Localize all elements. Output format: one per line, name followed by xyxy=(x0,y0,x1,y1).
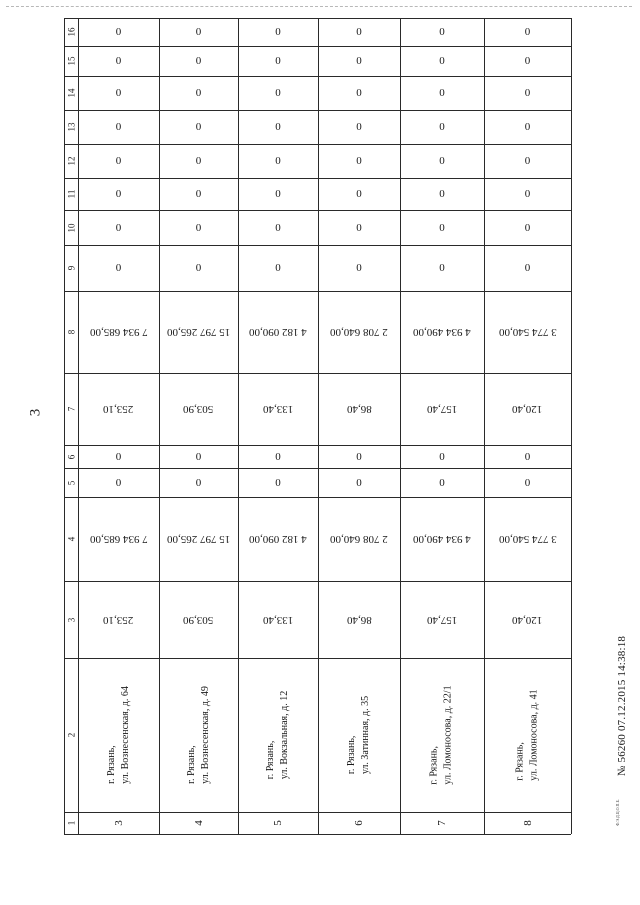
row-5-col6 xyxy=(400,445,484,468)
row-3-col3-text: 133,40 xyxy=(262,613,294,626)
row-5-address-text xyxy=(428,685,456,784)
row-4-col14-text: 0 xyxy=(356,87,362,99)
address-street: ул. Затинная, д. 35 xyxy=(359,695,371,775)
row-2-col12 xyxy=(159,144,238,178)
row-3-col15 xyxy=(238,46,318,76)
row-6-col16 xyxy=(484,18,571,46)
row-4-col6 xyxy=(318,445,400,468)
row-5-col4-text: 4 934 490,00 xyxy=(413,533,471,545)
row-6-col8-text: 3 774 540,00 xyxy=(498,326,557,338)
row-3-col15-text: 0 xyxy=(275,55,281,67)
column-number-10-text: 10 xyxy=(66,223,76,232)
row-6-col16-text: 0 xyxy=(524,26,531,38)
row-2-col9 xyxy=(159,245,238,291)
row-4-col15 xyxy=(318,46,400,76)
row-1-col6-text: 0 xyxy=(115,450,122,463)
row-2-col13 xyxy=(159,110,238,144)
row-3-col5 xyxy=(238,468,318,497)
row-5-col4 xyxy=(400,497,484,581)
registration-stamp-text: № 56260 07.12.2015 14:38:18 xyxy=(616,635,629,777)
row-6-col3-text: 120,40 xyxy=(512,613,543,626)
page-number-text: 3 xyxy=(27,408,44,416)
column-number-3 xyxy=(64,581,78,658)
row-1-col8-text: 7 934 685,00 xyxy=(89,326,148,338)
row-4-col14 xyxy=(318,76,400,110)
row-5-col16 xyxy=(400,18,484,46)
row-1-col8 xyxy=(78,291,159,373)
row-2-col14-text: 0 xyxy=(195,87,202,99)
row-3-number-text: 5 xyxy=(272,820,284,826)
row-5-col3 xyxy=(400,581,484,658)
row-2-col3-text: 503,90 xyxy=(183,613,214,626)
row-3-col8-text: 4 182 090,00 xyxy=(249,326,307,338)
row-4-address-text xyxy=(345,696,373,774)
row-4-col5-text: 0 xyxy=(356,476,362,489)
row-2-col15 xyxy=(159,46,238,76)
column-number-16-text: 16 xyxy=(66,27,76,37)
row-2-number-text: 4 xyxy=(192,820,205,826)
row-5-col9 xyxy=(400,245,484,291)
row-2-col8 xyxy=(159,291,238,373)
address-city: г. Рязань, xyxy=(265,740,277,780)
row-5-col14-text: 0 xyxy=(439,87,445,99)
row-1-col14-text: 0 xyxy=(115,87,122,99)
column-number-5 xyxy=(64,468,78,497)
row-3-col12-text: 0 xyxy=(275,155,281,167)
column-number-13-text: 13 xyxy=(66,122,76,132)
column-number-11-text: 11 xyxy=(65,189,76,199)
column-number-15-text: 15 xyxy=(66,56,76,66)
row-6-col7-text: 120,40 xyxy=(512,403,543,415)
registration-stamp xyxy=(612,576,632,836)
row-5-col14 xyxy=(400,76,484,110)
document-label-text: Ф.Э.Д.Ц.О.П.Б. xyxy=(614,798,620,826)
address-street: ул. Вознесенская, д. 49 xyxy=(199,686,211,784)
row-2-col6 xyxy=(159,445,238,468)
column-number-13 xyxy=(64,110,78,144)
row-3-col7-text: 133,40 xyxy=(262,403,294,415)
row-3-address-text xyxy=(264,691,292,779)
column-number-2 xyxy=(64,658,78,812)
row-4-col7-text: 86,40 xyxy=(346,403,372,415)
row-4-col8-text: 2 708 640,00 xyxy=(330,326,388,338)
row-5-col10 xyxy=(400,210,484,245)
address-street: ул. Вокзальная, д. 12 xyxy=(279,690,291,780)
address-city: г. Рязань, xyxy=(105,745,117,784)
row-4-col16-text: 0 xyxy=(356,26,362,38)
row-3-col9 xyxy=(238,245,318,291)
row-3-col7 xyxy=(238,373,318,445)
column-number-7 xyxy=(64,373,78,445)
row-3-col6 xyxy=(238,445,318,468)
row-2-col16-text: 0 xyxy=(195,26,202,38)
row-6-col5 xyxy=(484,468,571,497)
row-5-col11 xyxy=(400,178,484,210)
row-3-col10 xyxy=(238,210,318,245)
column-number-6-text: 6 xyxy=(66,454,76,459)
row-2-col15-text: 0 xyxy=(195,55,202,67)
row-6-col12 xyxy=(484,144,571,178)
column-number-16 xyxy=(64,18,78,46)
row-1-col9-text: 0 xyxy=(115,262,122,274)
row-6-col13 xyxy=(484,110,571,144)
column-number-7-text: 7 xyxy=(66,406,76,412)
row-5-col15-text: 0 xyxy=(439,55,445,67)
row-4-col6-text: 0 xyxy=(356,450,362,463)
row-1-col5-text: 0 xyxy=(115,476,122,489)
row-1-col11-text: 0 xyxy=(115,188,122,200)
row-1-col16 xyxy=(78,18,159,46)
column-number-6 xyxy=(64,445,78,468)
row-4-col4-text: 2 708 640,00 xyxy=(330,533,388,545)
row-5-col11-text: 0 xyxy=(439,188,445,200)
row-4-col11-text: 0 xyxy=(356,188,362,200)
row-3-col4-text: 4 182 090,00 xyxy=(249,533,307,545)
column-number-2-text: 2 xyxy=(66,732,76,738)
row-1-col14 xyxy=(78,76,159,110)
row-2-col8-text: 15 797 265,00 xyxy=(166,326,231,338)
address-city: г. Рязань, xyxy=(345,735,357,775)
row-2-number xyxy=(159,812,238,834)
row-3-col10-text: 0 xyxy=(275,221,281,234)
row-3-col5-text: 0 xyxy=(275,476,281,489)
row-5-col16-text: 0 xyxy=(439,26,445,38)
row-1-col3 xyxy=(78,581,159,658)
row-3-number xyxy=(238,812,318,834)
row-6-col11 xyxy=(484,178,571,210)
row-2-col13-text: 0 xyxy=(195,121,202,133)
row-4-col4 xyxy=(318,497,400,581)
row-2-address xyxy=(159,658,238,812)
row-4-col3 xyxy=(318,581,400,658)
row-5-col3-text: 157,40 xyxy=(426,613,458,626)
row-1-address-text xyxy=(105,686,133,784)
row-2-col5-text: 0 xyxy=(195,476,202,489)
row-6-col9 xyxy=(484,245,571,291)
row-4-col10 xyxy=(318,210,400,245)
row-6-col15 xyxy=(484,46,571,76)
grid-vline xyxy=(571,18,572,834)
column-number-9-text: 9 xyxy=(66,265,76,271)
row-3-col11-text: 0 xyxy=(275,188,281,200)
column-number-8 xyxy=(64,291,78,373)
row-3-col9-text: 0 xyxy=(275,262,281,274)
row-6-col14 xyxy=(484,76,571,110)
row-2-col9-text: 0 xyxy=(195,262,202,274)
address-city: г. Рязань, xyxy=(185,745,197,784)
row-2-col6-text: 0 xyxy=(195,450,202,463)
row-1-col11 xyxy=(78,178,159,210)
row-1-col3-text: 253,10 xyxy=(103,613,134,626)
row-1-col16-text: 0 xyxy=(115,26,122,38)
row-2-col4-text: 15 797 265,00 xyxy=(166,533,231,545)
row-4-col15-text: 0 xyxy=(356,55,362,67)
row-5-address xyxy=(400,658,484,812)
row-2-col7-text: 503,90 xyxy=(183,403,214,415)
address-city: г. Рязань, xyxy=(514,742,526,781)
row-1-col7-text: 253,10 xyxy=(103,403,134,415)
row-5-col8 xyxy=(400,291,484,373)
row-3-col4 xyxy=(238,497,318,581)
row-6-col4 xyxy=(484,497,571,581)
row-2-col11 xyxy=(159,178,238,210)
row-4-col7 xyxy=(318,373,400,445)
row-3-col12 xyxy=(238,144,318,178)
row-4-number-text: 6 xyxy=(353,820,365,826)
address-street: ул. Ломоносова, д. 41 xyxy=(528,689,540,781)
row-3-col16 xyxy=(238,18,318,46)
row-6-col6 xyxy=(484,445,571,468)
row-1-col12-text: 0 xyxy=(115,155,122,167)
column-number-1 xyxy=(64,812,78,834)
row-2-col10 xyxy=(159,210,238,245)
row-6-col3 xyxy=(484,581,571,658)
row-5-col5 xyxy=(400,468,484,497)
row-3-col8 xyxy=(238,291,318,373)
row-6-col10 xyxy=(484,210,571,245)
column-number-15 xyxy=(64,46,78,76)
row-5-col5-text: 0 xyxy=(439,476,445,489)
column-number-14-text: 14 xyxy=(66,88,76,98)
column-number-8-text: 8 xyxy=(66,329,76,335)
row-1-address xyxy=(78,658,159,812)
row-5-col7-text: 157,40 xyxy=(426,403,458,415)
row-5-number xyxy=(400,812,484,834)
column-number-3-text: 3 xyxy=(66,617,76,622)
row-2-address-text xyxy=(185,686,213,784)
row-5-col10-text: 0 xyxy=(439,221,445,234)
row-6-col10-text: 0 xyxy=(524,221,531,234)
row-1-col10 xyxy=(78,210,159,245)
row-5-col12-text: 0 xyxy=(439,155,445,167)
row-1-number xyxy=(78,812,159,834)
row-6-col8 xyxy=(484,291,571,373)
column-number-4 xyxy=(64,497,78,581)
row-2-col3 xyxy=(159,581,238,658)
row-5-col7 xyxy=(400,373,484,445)
row-4-col11 xyxy=(318,178,400,210)
row-1-col4-text: 7 934 685,00 xyxy=(89,533,148,545)
row-6-col6-text: 0 xyxy=(524,450,531,463)
row-4-col9 xyxy=(318,245,400,291)
row-6-address-text xyxy=(514,689,542,780)
row-1-col10-text: 0 xyxy=(115,221,122,234)
row-4-col16 xyxy=(318,18,400,46)
row-6-col14-text: 0 xyxy=(524,87,531,99)
row-3-col11 xyxy=(238,178,318,210)
row-5-col15 xyxy=(400,46,484,76)
column-number-1-text: 1 xyxy=(66,820,76,826)
row-6-col7 xyxy=(484,373,571,445)
column-number-4-text: 4 xyxy=(66,536,76,542)
row-5-col6-text: 0 xyxy=(439,450,445,463)
row-3-col16-text: 0 xyxy=(275,26,281,38)
row-4-col12 xyxy=(318,144,400,178)
row-1-col13-text: 0 xyxy=(115,121,122,133)
row-3-col3 xyxy=(238,581,318,658)
row-6-number xyxy=(484,812,571,834)
row-5-col13-text: 0 xyxy=(439,121,445,133)
row-4-col13-text: 0 xyxy=(356,121,362,133)
column-number-9 xyxy=(64,245,78,291)
row-1-number-text: 3 xyxy=(112,820,125,826)
row-4-col12-text: 0 xyxy=(356,155,362,167)
row-1-col5 xyxy=(78,468,159,497)
row-2-col12-text: 0 xyxy=(195,155,202,167)
row-2-col16 xyxy=(159,18,238,46)
row-1-col9 xyxy=(78,245,159,291)
row-3-col14-text: 0 xyxy=(275,87,281,99)
row-2-col10-text: 0 xyxy=(195,221,202,234)
address-city: г. Рязань, xyxy=(429,746,440,785)
row-1-col15-text: 0 xyxy=(115,55,122,67)
column-number-5-text: 5 xyxy=(66,480,76,485)
column-number-12-text: 12 xyxy=(66,156,76,166)
row-5-col13 xyxy=(400,110,484,144)
row-4-number xyxy=(318,812,400,834)
row-3-col13 xyxy=(238,110,318,144)
row-2-col14 xyxy=(159,76,238,110)
row-6-col11-text: 0 xyxy=(524,188,531,200)
grid-hline xyxy=(64,834,571,835)
row-3-col13-text: 0 xyxy=(275,121,281,133)
row-6-address xyxy=(484,658,571,812)
row-4-address xyxy=(318,658,400,812)
row-6-col15-text: 0 xyxy=(524,55,531,67)
row-2-col5 xyxy=(159,468,238,497)
row-2-col11-text: 0 xyxy=(195,188,202,200)
row-4-col5 xyxy=(318,468,400,497)
address-street: ул. Ломоносова, д. 22/1 xyxy=(443,685,454,785)
row-5-col9-text: 0 xyxy=(439,262,445,274)
row-5-col12 xyxy=(400,144,484,178)
row-4-col10-text: 0 xyxy=(356,221,362,234)
column-number-10 xyxy=(64,210,78,245)
row-1-col4 xyxy=(78,497,159,581)
row-3-col14 xyxy=(238,76,318,110)
row-2-col4 xyxy=(159,497,238,581)
row-6-col5-text: 0 xyxy=(524,476,531,489)
row-4-col3-text: 86,40 xyxy=(346,613,372,626)
row-4-col13 xyxy=(318,110,400,144)
row-3-col6-text: 0 xyxy=(275,450,281,463)
row-3-address xyxy=(238,658,318,812)
row-1-col13 xyxy=(78,110,159,144)
row-1-col15 xyxy=(78,46,159,76)
row-6-col12-text: 0 xyxy=(524,155,531,167)
row-1-col12 xyxy=(78,144,159,178)
column-number-11 xyxy=(64,178,78,210)
row-4-col9-text: 0 xyxy=(356,262,362,274)
row-6-number-text: 8 xyxy=(521,820,534,826)
row-1-col7 xyxy=(78,373,159,445)
column-number-14 xyxy=(64,76,78,110)
row-1-col6 xyxy=(78,445,159,468)
row-4-col8 xyxy=(318,291,400,373)
row-2-col7 xyxy=(159,373,238,445)
row-6-col9-text: 0 xyxy=(524,262,531,274)
row-5-number-text: 7 xyxy=(436,820,448,826)
column-number-12 xyxy=(64,144,78,178)
row-5-col8-text: 4 934 490,00 xyxy=(413,326,471,338)
row-6-col4-text: 3 774 540,00 xyxy=(498,533,557,545)
row-6-col13-text: 0 xyxy=(524,121,531,133)
address-street: ул. Вознесенская, д. 64 xyxy=(119,686,131,784)
